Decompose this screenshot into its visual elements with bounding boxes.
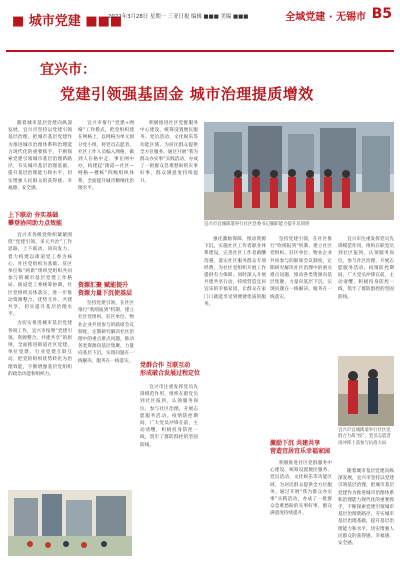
subhead-4: 激励下沉 共建共享 营造宜居宜乐幸福家园: [270, 440, 331, 455]
headline-title: 党建引领强基固金 城市治理提质增效: [60, 85, 314, 103]
top-right-caption: 宜兴市宜城街道举行社区党委书记履职能力提升培训班: [204, 222, 310, 227]
page-number: B5: [371, 6, 392, 22]
photo-illustration-right: [338, 356, 394, 426]
top-right-photo: [204, 122, 394, 220]
article-column-1: 随着城市基层党建向纵深发展，宜兴市坚持以党建引领基层治理，把城市基层党建作为推进城市治理体系和治理能力现代化的重要抓手，不断探索党建引领城市基层治理新路径，夯实城市基层治理基础，提升基层治理能力和水平，切实增强人民群众的获得感、幸福感、安全感。: [8, 121, 72, 191]
right-photo: [338, 356, 394, 426]
right-photo-caption: 宜兴市宜城街道举行社区党群合力战“疫”，党员志愿者再冲锋上前参与抗疫大局: [338, 428, 391, 446]
headline-kicker: 宜兴市：: [40, 62, 96, 78]
photo-illustration-top: [204, 122, 394, 220]
article-column-3: 积极推进社区党群服务中心建设，统筹设置便民服务、党员活动、文化娱乐等功能区域，为居民群众提供全方位服务。通过开展“我为群众办实事”实践活动，办成了一批群众急难愁盼的实事好事，群众满意度持续提升。: [140, 121, 198, 184]
article-column-6b: 随着城市基层党建向纵深发展，宜兴市坚持以党建引领基层治理，把城市基层党建作为推进城市治理体系和治理能力现代化的重要抓手，不断探索党建引领城市基层治理新路径，夯实城市基层治理基础，提升基层治理能力和水平，切实增强人民群众的获得感、幸福感、安全感。: [338, 469, 394, 547]
newspaper-logo: ■ 城市党建 ■■■: [12, 14, 123, 29]
article-column-6: 宜兴市注重发挥党员先锋模范作用，组织在职党员到社区报到，认领服务岗位，参与社区治理，开展志愿服务活动。疫情防控期间，广大党员冲锋在前，主动请缨，积极投身防控一线，筑牢了群防群控的坚固防线。: [338, 237, 394, 300]
article-column-2: 宜兴市推行“党建+网格”工作模式，把党组织建在网格上，以网格为单元划分党小组，将党员志愿者、社区工作人员编入网格，做到人在格中走、事在网中办，构建起“街道—社区—网格—楼栋”四级组织体系，全面提升城市精细化治理水平。: [78, 121, 134, 191]
article-column-5b: 积极推进社区党群服务中心建设，统筹设置便民服务、党员活动、文化娱乐等功能区域，为居民群众提供全方位服务。通过开展“我为群众办实事”实践活动，办成了一批群众急难愁盼的实事好事，群众满意度持续提升。: [270, 461, 332, 517]
article-column-1b: 宜兴市各级党组织紧紧围绕“党建引领、多元共治”工作思路，上下联动、同向发力，着力构建以街道党工委为核心、社区党组织为基础、驻区单位和“两新”组织党组织共同参与的城市基层党建工作格局。街道党工委统筹协调、社区党组织具体落实，进一步推动资源整合、优势互补、共建共享，切实提升基层治理水平。 为切实推进城市基层党建各项工作，宜兴市按照“党建引领、资源整合、共建共享”的原则，全面推进街道社区党建、单位党建、行业党建互联互动，把党的组织优势转化为治理效能，不断增强基层党组织的政治功能和组织力。: [8, 233, 72, 377]
article-column-2b: 坚持党建引领，在社区推行“吹哨报到”机制，建立社区党组织、驻区单位、物业企业共同参与的联席会议制度，定期研究解决社区治理中的重点难点问题，推动各类资源向基层集聚、力量向基层下沉，实现问题在一线解决、服务在一线落实。: [78, 301, 134, 364]
subhead-1: 上下联动 夯实基础 攀登协同助力点效能: [8, 212, 63, 227]
issue-meta: 2022年3月28日 星期一 三亚日报 编辑 ■■■ 美编 ■■■: [108, 14, 249, 20]
photo-illustration: [8, 490, 132, 556]
headline-block: [0, 55, 400, 115]
article-column-4: 强化激励保障，推动资源下沉，实施社区工作者职业体系建设，完善社区工作者薪酬待遇，落实社区服务群众专项经费，为社区党组织开展工作提供有力保障。同时深入开展共建共享行动，持续营造宜居宜乐的幸福家园，让群众在家门口就能享受到便捷优质的服务。: [204, 237, 266, 307]
subhead-3: 党群合作 互联互动 形成破合发展过程定位: [140, 362, 201, 377]
masthead: [6, 6, 394, 52]
bottom-left-photo: [8, 490, 132, 556]
article-column-3b: 宜兴市注重发挥党员先锋模范作用，组织在职党员到社区报到，认领服务岗位，参与社区治理，开展志愿服务活动。疫情防控期间，广大党员冲锋在前，主动请缨，积极投身防控一线，筑牢了群防群控的坚固防线。: [140, 385, 198, 448]
article-column-5: 坚持党建引领，在社区推行“吹哨报到”机制，建立社区党组织、驻区单位、物业企业共同参与的联席会议制度，定期研究解决社区治理中的重点难点问题，推动各类资源向基层集聚、力量向基层下沉，实现问题在一线解决、服务在一线落实。: [270, 237, 332, 300]
section-title: 全域党建 · 无锡市: [285, 12, 366, 23]
subhead-2: 资源汇聚 赋能提升 资源力量下沉使基层: [78, 282, 133, 297]
